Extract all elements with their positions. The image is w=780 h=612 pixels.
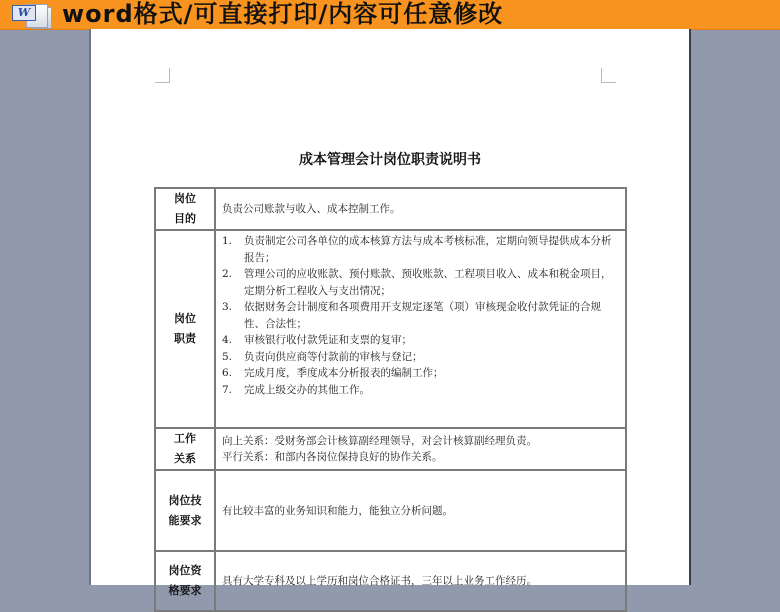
list-number: 6. — [222, 367, 233, 379]
document-page — [89, 29, 691, 597]
list-item — [222, 233, 619, 266]
row-label-line: 关系 — [174, 452, 196, 465]
list-item — [222, 365, 619, 382]
list-text: 负责制定公司各单位的成本核算方法与成本考核标准，定期向领导提供成本分析报告； — [244, 235, 612, 264]
table-row-relations — [155, 428, 626, 470]
promo-banner — [0, 0, 780, 30]
margin-corner-mark-top-right — [601, 68, 616, 83]
table-row-duties — [155, 230, 626, 428]
job-description-table — [154, 187, 627, 612]
table-row-purpose — [155, 188, 626, 230]
row-label-line: 目的 — [174, 212, 196, 225]
document-title: 成本管理会计岗位职责说明书 — [299, 152, 481, 168]
list-item — [222, 349, 619, 366]
row-label-line: 岗位 — [174, 192, 196, 205]
relation-parallel: 平行关系：和部内各岗位保持良好的协作关系。 — [222, 451, 443, 463]
row-label-line: 岗位 — [174, 312, 196, 325]
row-content: 有比较丰富的业务知识和能力，能独立分析问题。 — [215, 470, 626, 551]
word-document-icon — [10, 2, 54, 28]
row-label — [155, 188, 215, 230]
list-text: 完成月度，季度成本分析报表的编制工作； — [244, 367, 444, 379]
row-label-line: 岗位资 — [168, 564, 202, 577]
list-text: 负责向供应商等付款前的审核与登记； — [244, 350, 423, 363]
list-item — [222, 266, 619, 299]
row-label-line: 工作 — [174, 432, 196, 445]
row-label-line: 格要求 — [168, 584, 202, 597]
row-content: 负责公司账款与收入、成本控制工作。 — [215, 188, 626, 230]
table-row-skills — [155, 470, 626, 551]
list-number: 3. — [222, 301, 233, 313]
list-number: 5. — [222, 350, 233, 363]
table-row-qualifications — [155, 551, 626, 611]
duties-list — [222, 231, 619, 398]
row-content — [215, 428, 626, 470]
list-number: 7. — [222, 383, 233, 396]
banner-text: word格式/可直接打印/内容可任意修改 — [62, 0, 504, 28]
row-label-line: 能要求 — [168, 513, 202, 527]
list-number: 1. — [222, 235, 233, 247]
row-label — [155, 470, 215, 551]
list-number: 2. — [222, 268, 233, 280]
list-item — [222, 332, 619, 349]
row-content — [215, 230, 626, 428]
list-text: 审核银行收付款凭证和支票的复审； — [244, 334, 412, 346]
list-number: 4. — [222, 334, 233, 346]
list-text: 依据财务会计制度和各项费用开支规定逐笔（项）审核现金收付款凭证的合规性、合法性； — [244, 301, 601, 330]
row-label-line: 职责 — [174, 332, 196, 345]
margin-corner-mark-top-left — [155, 68, 170, 83]
row-label — [155, 428, 215, 470]
row-label — [155, 551, 215, 611]
row-label-line: 岗位技 — [168, 493, 202, 507]
list-text: 管理公司的应收账款、预付账款、预收账款、工程项目收入、成本和税金项目，定期分析工程收入与支出情况； — [244, 268, 612, 297]
list-text: 完成上级交办的其他工作。 — [244, 383, 370, 396]
relation-upward: 向上关系：受财务部会计核算副经理领导，对会计核算副经理负责。 — [222, 435, 537, 447]
list-item — [222, 382, 619, 399]
list-item — [222, 299, 619, 332]
word-logo-icon: W — [12, 5, 36, 21]
row-content: 具有大学专科及以上学历和岗位合格证书，三年以上业务工作经历。 — [215, 551, 626, 611]
row-label — [155, 230, 215, 428]
